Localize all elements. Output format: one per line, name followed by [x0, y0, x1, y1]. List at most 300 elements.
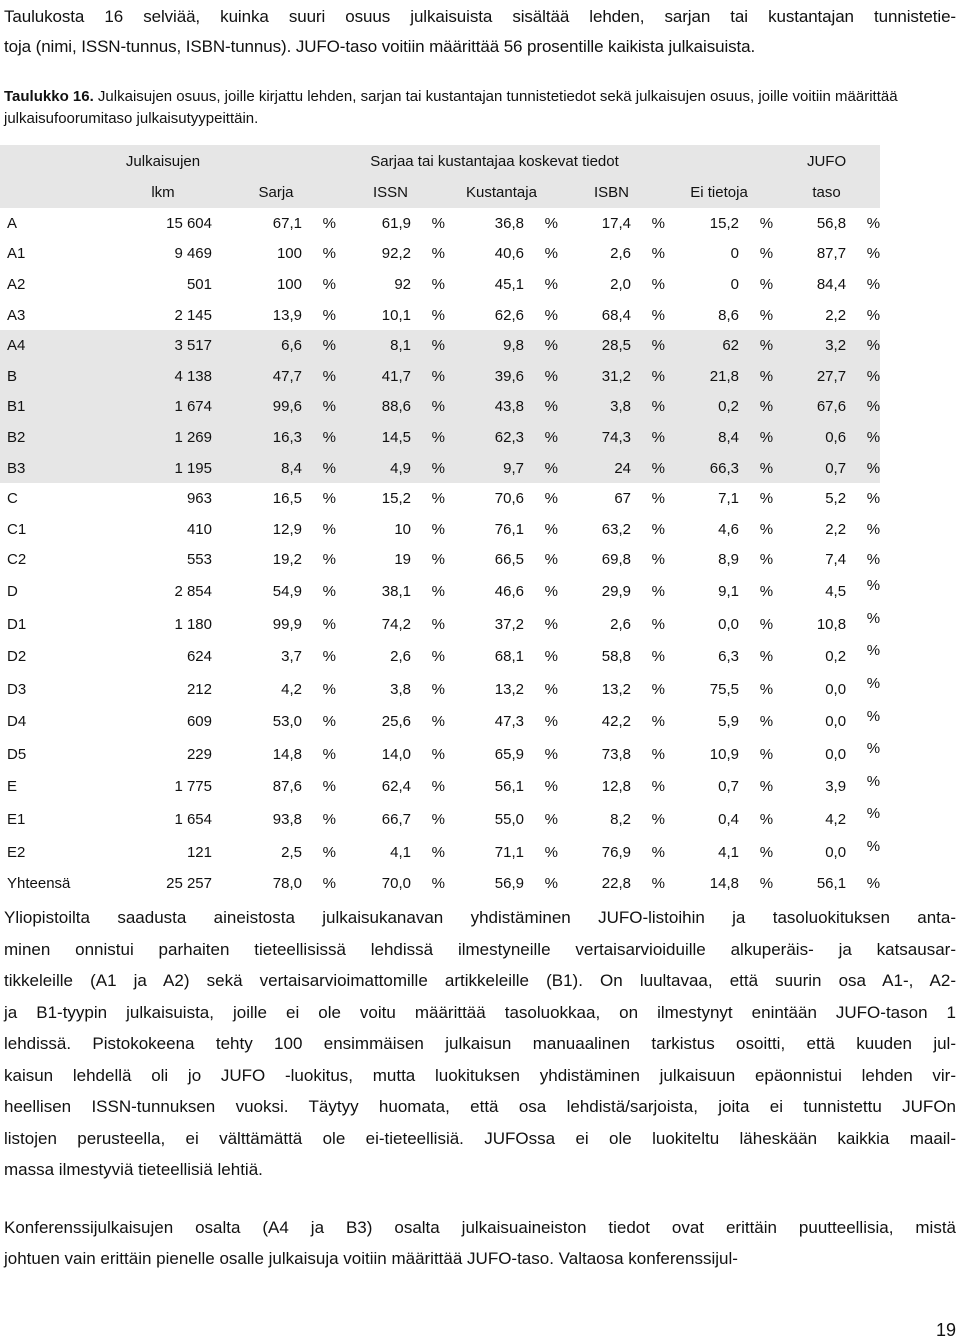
- cell-sarja-unit: %: [306, 330, 336, 361]
- cell-issn: 19: [394, 551, 411, 569]
- cell-isbn-unit: %: [651, 551, 665, 569]
- cell-sarja-unit: %: [322, 745, 336, 763]
- cell-issn-unit: %: [415, 392, 445, 423]
- cell-issn-unit: %: [415, 330, 445, 361]
- cell-isbn: 63,2: [601, 520, 631, 538]
- cell-isbn: 2,0: [610, 275, 631, 293]
- table-caption: [4, 86, 956, 130]
- row-type: E1: [7, 811, 26, 829]
- cell-kust: 45,1: [494, 275, 524, 293]
- cell-jufo-unit: %: [866, 245, 881, 263]
- header-taso: taso: [773, 177, 880, 208]
- cell-sarja-unit: %: [322, 648, 336, 666]
- cell-kust-unit: %: [528, 453, 558, 484]
- cell-jufo-unit: %: [850, 392, 880, 423]
- row-lkm: 1 180: [174, 615, 212, 633]
- cell-kust: 40,6: [494, 245, 524, 263]
- row-type: D4: [7, 713, 27, 731]
- intro-line-2: toja (nimi, ISSN-tunnus, ISBN-tunnus). JUFO-taso voitiin määrittää 56 prosentille kaikista julkaisuista.: [4, 37, 756, 56]
- cell-issn-unit: %: [431, 520, 445, 538]
- row-lkm: 1 654: [174, 811, 212, 829]
- cell-sarja: 12,9: [272, 520, 302, 538]
- cell-sarja: 19,2: [272, 551, 302, 569]
- cell-jufo-unit: %: [866, 551, 881, 569]
- table-row: [0, 422, 880, 453]
- cell-ei: 7,1: [718, 490, 739, 508]
- table-row: [0, 706, 880, 739]
- cell-isbn-unit: %: [651, 745, 665, 763]
- cell-isbn-unit: %: [651, 811, 665, 829]
- cell-sarja-unit: %: [322, 713, 336, 731]
- cell-sarja: 16,5: [272, 490, 302, 508]
- cell-jufo: 0,0: [825, 680, 847, 698]
- cell-ei: 0: [730, 275, 739, 293]
- cell-jufo-unit: %: [866, 772, 881, 790]
- cell-isbn-unit: %: [651, 680, 665, 698]
- text-line: massa ilmestyviä tieteellisiä lehtiä.: [4, 1160, 263, 1179]
- intro-line-1: Taulukosta 16 selviää, kuinka suuri osuus julkaisuista sisältää lehden, sarjan tai kustantajan tunnistetie-: [4, 7, 956, 26]
- cell-ei-unit: %: [743, 330, 773, 361]
- cell-sarja: 47,7: [216, 361, 306, 392]
- cell-sarja: 14,8: [272, 745, 302, 763]
- row-lkm: 25 257: [166, 875, 212, 893]
- cell-sarja: 3,7: [281, 648, 302, 666]
- cell-sarja-unit: %: [322, 778, 336, 796]
- cell-sarja-unit: %: [322, 520, 336, 538]
- cell-sarja-unit: %: [322, 490, 336, 508]
- caption-label: Taulukko 16.: [4, 88, 94, 105]
- table-row: [0, 300, 880, 331]
- cell-kust-unit: %: [544, 275, 558, 293]
- cell-issn: 74,2: [381, 615, 411, 633]
- row-type: B2: [0, 422, 110, 453]
- cell-kust-unit: %: [544, 615, 558, 633]
- cell-kust-unit: %: [544, 306, 558, 324]
- cell-kust: 71,1: [494, 843, 524, 861]
- cell-kust-unit: %: [528, 392, 558, 423]
- header-isbn: ISBN: [558, 177, 665, 208]
- cell-kust: 37,2: [494, 615, 524, 633]
- cell-issn: 2,6: [390, 648, 411, 666]
- row-lkm: 410: [186, 520, 212, 538]
- row-type: B1: [0, 392, 110, 423]
- cell-kust: 46,6: [494, 582, 524, 600]
- cell-isbn: 67: [614, 490, 631, 508]
- row-type: E2: [7, 843, 26, 861]
- cell-jufo-unit: %: [866, 306, 881, 324]
- cell-issn-unit: %: [415, 453, 445, 484]
- cell-isbn: 17,4: [601, 214, 631, 232]
- cell-sarja: 78,0: [272, 875, 302, 893]
- cell-issn: 8,1: [336, 330, 415, 361]
- cell-jufo-unit: %: [866, 275, 881, 293]
- cell-ei: 4,1: [718, 843, 739, 861]
- row-lkm: 963: [186, 490, 212, 508]
- row-lkm: 553: [186, 551, 212, 569]
- cell-issn: 25,6: [381, 713, 411, 731]
- row-lkm: 2 854: [174, 582, 212, 600]
- table-row: [0, 575, 880, 608]
- cell-issn-unit: %: [431, 490, 445, 508]
- cell-isbn-unit: %: [651, 214, 665, 232]
- cell-isbn: 74,3: [558, 422, 635, 453]
- cell-sarja-unit: %: [322, 615, 336, 633]
- cell-kust-unit: %: [544, 582, 558, 600]
- row-lkm: 609: [186, 713, 212, 731]
- cell-sarja-unit: %: [306, 422, 336, 453]
- cell-sarja-unit: %: [306, 361, 336, 392]
- cell-jufo-unit: %: [866, 577, 881, 595]
- cell-kust: 39,6: [445, 361, 528, 392]
- publication-table: [0, 145, 880, 899]
- row-type: D5: [7, 745, 27, 763]
- row-lkm: 3 517: [110, 330, 216, 361]
- cell-issn-unit: %: [431, 778, 445, 796]
- intro-paragraph: [4, 2, 956, 62]
- row-type: Yhteensä: [7, 875, 71, 893]
- cell-isbn-unit: %: [651, 843, 665, 861]
- cell-kust: 65,9: [494, 745, 524, 763]
- cell-isbn-unit: %: [651, 582, 665, 600]
- cell-ei-unit: %: [759, 615, 774, 633]
- cell-kust: 56,9: [494, 875, 524, 893]
- row-lkm: 1 195: [110, 453, 216, 484]
- row-type: B3: [0, 453, 110, 484]
- cell-isbn: 2,6: [610, 245, 631, 263]
- cell-sarja-unit: %: [322, 811, 336, 829]
- cell-ei-unit: %: [743, 361, 773, 392]
- cell-kust-unit: %: [544, 648, 558, 666]
- cell-ei: 15,2: [709, 214, 739, 232]
- cell-isbn: 22,8: [601, 875, 631, 893]
- cell-sarja: 87,6: [272, 778, 302, 796]
- cell-kust-unit: %: [544, 245, 558, 263]
- table-row: [0, 330, 880, 361]
- cell-sarja: 53,0: [272, 713, 302, 731]
- row-type: E: [7, 778, 18, 796]
- cell-isbn-unit: %: [651, 713, 665, 731]
- cell-ei: 21,8: [665, 361, 743, 392]
- cell-isbn-unit: %: [635, 330, 665, 361]
- cell-ei: 8,6: [718, 306, 739, 324]
- cell-sarja-unit: %: [322, 582, 336, 600]
- cell-isbn-unit: %: [635, 361, 665, 392]
- cell-issn: 14,0: [381, 745, 411, 763]
- cell-jufo-unit: %: [866, 490, 881, 508]
- cell-jufo: 0,0: [825, 843, 847, 861]
- cell-jufo-unit: %: [866, 674, 881, 692]
- cell-issn: 3,8: [390, 680, 411, 698]
- cell-issn: 66,7: [381, 811, 411, 829]
- cell-sarja: 13,9: [272, 306, 302, 324]
- cell-ei-unit: %: [759, 648, 774, 666]
- cell-sarja-unit: %: [322, 843, 336, 861]
- row-lkm: 15 604: [166, 214, 212, 232]
- cell-isbn: 58,8: [601, 648, 631, 666]
- row-type: D2: [7, 648, 27, 666]
- cell-kust: 56,1: [494, 778, 524, 796]
- body-paragraph-1: [4, 902, 956, 1186]
- cell-sarja: 2,5: [281, 843, 302, 861]
- table-row: [0, 738, 880, 771]
- row-type: D3: [7, 680, 27, 698]
- cell-ei-unit: %: [759, 680, 774, 698]
- cell-isbn: 31,2: [558, 361, 635, 392]
- cell-ei-unit: %: [759, 745, 774, 763]
- cell-isbn-unit: %: [651, 520, 665, 538]
- cell-jufo: 3,2: [773, 330, 850, 361]
- cell-isbn-unit: %: [635, 453, 665, 484]
- cell-issn: 14,5: [336, 422, 415, 453]
- cell-ei: 0,7: [718, 778, 739, 796]
- cell-kust: 62,3: [445, 422, 528, 453]
- cell-issn-unit: %: [431, 245, 445, 263]
- cell-isbn: 73,8: [601, 745, 631, 763]
- cell-sarja-unit: %: [322, 214, 336, 232]
- cell-jufo-unit: %: [866, 642, 881, 660]
- header-julkaisujen: Julkaisujen: [110, 145, 216, 177]
- row-lkm: 212: [186, 680, 212, 698]
- cell-kust-unit: %: [544, 680, 558, 698]
- cell-kust-unit: %: [544, 214, 558, 232]
- cell-jufo-unit: %: [866, 707, 881, 725]
- text-line: ja B1-tyypin julkaisuista, joille ei ole voitu määrittää tasoluokkaa, on ilmestynyt enintään JUFO-tason 1: [4, 1002, 956, 1022]
- cell-isbn-unit: %: [635, 392, 665, 423]
- cell-kust-unit: %: [544, 520, 558, 538]
- cell-issn: 92,2: [381, 245, 411, 263]
- table-body: [0, 145, 880, 899]
- cell-jufo: 27,7: [773, 361, 850, 392]
- row-type: A1: [7, 245, 26, 263]
- cell-isbn-unit: %: [651, 306, 665, 324]
- cell-isbn-unit: %: [635, 422, 665, 453]
- cell-issn-unit: %: [431, 615, 445, 633]
- row-lkm: 4 138: [110, 361, 216, 392]
- cell-issn-unit: %: [431, 843, 445, 861]
- cell-sarja-unit: %: [306, 392, 336, 423]
- cell-issn-unit: %: [431, 275, 445, 293]
- row-lkm: 1 269: [110, 422, 216, 453]
- cell-sarja: 54,9: [272, 582, 302, 600]
- row-lkm: 624: [186, 648, 212, 666]
- cell-sarja-unit: %: [322, 680, 336, 698]
- row-type: B: [0, 361, 110, 392]
- row-lkm: 1 674: [110, 392, 216, 423]
- row-type: A: [7, 214, 18, 232]
- cell-jufo: 10,8: [816, 615, 847, 633]
- cell-kust: 68,1: [494, 648, 524, 666]
- cell-ei: 10,9: [709, 745, 739, 763]
- cell-jufo: 67,6: [773, 392, 850, 423]
- cell-kust-unit: %: [544, 551, 558, 569]
- cell-isbn: 24: [558, 453, 635, 484]
- text-line: kaisun lehdellä oli jo JUFO -luokitus, mutta luokituksen yhdistäminen julkaisuun epäonnistui lehden vir-: [4, 1065, 956, 1085]
- cell-issn: 70,0: [381, 875, 411, 893]
- cell-sarja-unit: %: [306, 453, 336, 484]
- cell-ei-unit: %: [759, 520, 774, 538]
- cell-issn: 4,1: [390, 843, 411, 861]
- cell-ei: 66,3: [665, 453, 743, 484]
- cell-ei-unit: %: [743, 453, 773, 484]
- text-line: heellisen ISSN-tunnuksen vuoksi. Täytyy huomata, että osa lehdistä/sarjoista, joita ei tunnistettu JUFOn: [4, 1097, 956, 1116]
- row-type: D: [7, 582, 18, 600]
- header-group: Sarjaa tai kustantajaa koskevat tiedot: [216, 145, 773, 177]
- cell-jufo: 5,2: [825, 490, 847, 508]
- cell-issn: 38,1: [381, 582, 411, 600]
- table-row: [0, 771, 880, 804]
- cell-jufo: 87,7: [816, 245, 847, 263]
- cell-kust-unit: %: [544, 713, 558, 731]
- cell-ei-unit: %: [743, 392, 773, 423]
- cell-kust: 62,6: [494, 306, 524, 324]
- data-table-container: [0, 145, 960, 899]
- cell-isbn: 68,4: [601, 306, 631, 324]
- row-type: C1: [7, 520, 27, 538]
- cell-ei: 0: [730, 245, 739, 263]
- table-row: [0, 836, 880, 869]
- cell-isbn-unit: %: [651, 875, 665, 893]
- cell-ei-unit: %: [759, 811, 774, 829]
- cell-ei: 0,2: [665, 392, 743, 423]
- body-text: [4, 902, 956, 1275]
- table-row: [0, 640, 880, 673]
- text-line: listojen perusteella, ei välttämättä ole ei-tieteellisiä. JUFOssa ei ole luokiteltu läheskään kaikkia maail-: [4, 1128, 956, 1148]
- cell-sarja-unit: %: [322, 551, 336, 569]
- cell-isbn: 8,2: [610, 811, 631, 829]
- cell-sarja-unit: %: [322, 245, 336, 263]
- cell-issn-unit: %: [415, 422, 445, 453]
- cell-sarja: 6,6: [216, 330, 306, 361]
- cell-issn-unit: %: [431, 875, 445, 893]
- row-lkm: 2 145: [174, 306, 212, 324]
- row-type: A3: [7, 306, 26, 324]
- cell-sarja: 67,1: [272, 214, 302, 232]
- cell-kust: 47,3: [494, 713, 524, 731]
- cell-sarja: 99,9: [272, 615, 302, 633]
- cell-issn-unit: %: [431, 306, 445, 324]
- header-row-2: [0, 177, 880, 208]
- cell-jufo: 56,8: [816, 214, 847, 232]
- cell-ei: 14,8: [709, 875, 739, 893]
- cell-issn: 10,1: [381, 306, 411, 324]
- cell-ei: 8,9: [718, 551, 739, 569]
- row-lkm: 1 775: [174, 778, 212, 796]
- row-type: C2: [7, 551, 27, 569]
- cell-isbn: 29,9: [601, 582, 631, 600]
- cell-ei: 8,4: [665, 422, 743, 453]
- cell-isbn: 28,5: [558, 330, 635, 361]
- cell-sarja-unit: %: [322, 306, 336, 324]
- text-line: johtuen vain erittäin pienelle osalle julkaisuja voitiin määrittää JUFO-taso. Valtaosa konferenssijul-: [4, 1249, 738, 1268]
- cell-jufo: 0,0: [825, 713, 847, 731]
- cell-isbn: 42,2: [601, 713, 631, 731]
- cell-isbn-unit: %: [651, 615, 665, 633]
- cell-jufo-unit: %: [850, 361, 880, 392]
- header-jufo: JUFO: [773, 145, 880, 177]
- cell-ei: 62: [665, 330, 743, 361]
- cell-kust: 55,0: [494, 811, 524, 829]
- cell-sarja: 100: [276, 245, 302, 263]
- table-row: [0, 208, 880, 239]
- cell-kust: 66,5: [494, 551, 524, 569]
- table-row: [0, 803, 880, 836]
- cell-kust: 9,7: [445, 453, 528, 484]
- cell-isbn: 3,8: [558, 392, 635, 423]
- cell-isbn-unit: %: [651, 245, 665, 263]
- cell-jufo: 0,0: [825, 745, 847, 763]
- cell-ei-unit: %: [759, 582, 774, 600]
- cell-ei-unit: %: [759, 275, 774, 293]
- table-total-row: [0, 868, 880, 899]
- cell-jufo-unit: %: [850, 330, 880, 361]
- cell-isbn-unit: %: [651, 275, 665, 293]
- table-row: [0, 483, 880, 514]
- caption-text: Julkaisujen osuus, joille kirjattu lehden, sarjan tai kustantajan tunnistetiedot sekä julkaisujen osuus, joille voitiin määrittää julkaisufoorumitaso julkaisutyypeittäin.: [4, 88, 898, 127]
- cell-isbn-unit: %: [651, 778, 665, 796]
- cell-issn-unit: %: [415, 361, 445, 392]
- cell-sarja-unit: %: [322, 275, 336, 293]
- table-row: [0, 269, 880, 300]
- cell-isbn: 2,6: [610, 615, 631, 633]
- cell-jufo-unit: %: [866, 740, 881, 758]
- cell-ei-unit: %: [759, 245, 774, 263]
- cell-ei-unit: %: [759, 713, 774, 731]
- cell-sarja: 16,3: [216, 422, 306, 453]
- cell-kust-unit: %: [544, 778, 558, 796]
- row-lkm: 229: [186, 745, 212, 763]
- cell-isbn: 13,2: [601, 680, 631, 698]
- cell-isbn: 12,8: [601, 778, 631, 796]
- cell-jufo-unit: %: [866, 609, 881, 627]
- cell-kust-unit: %: [544, 843, 558, 861]
- cell-ei-unit: %: [743, 422, 773, 453]
- row-type: A4: [0, 330, 110, 361]
- table-row: [0, 673, 880, 706]
- row-lkm: 501: [186, 275, 212, 293]
- cell-jufo: 0,6: [773, 422, 850, 453]
- cell-ei: 9,1: [718, 582, 739, 600]
- cell-jufo-unit: %: [866, 214, 881, 232]
- cell-issn: 4,9: [336, 453, 415, 484]
- cell-kust: 70,6: [494, 490, 524, 508]
- header-issn: ISSN: [336, 177, 445, 208]
- text-line: minen onnistui parhaiten tieteellisissä lehdissä ilmestyneille vertaisarvioiduille alkuperäis- ja katsausar-: [4, 939, 956, 959]
- cell-kust: 36,8: [494, 214, 524, 232]
- cell-kust-unit: %: [528, 422, 558, 453]
- cell-issn: 10: [394, 520, 411, 538]
- cell-issn-unit: %: [431, 582, 445, 600]
- cell-isbn-unit: %: [651, 648, 665, 666]
- cell-ei-unit: %: [759, 778, 774, 796]
- cell-ei: 0,4: [718, 811, 739, 829]
- cell-jufo-unit: %: [866, 875, 881, 893]
- cell-kust: 76,1: [494, 520, 524, 538]
- cell-issn-unit: %: [431, 648, 445, 666]
- cell-kust: 43,8: [445, 392, 528, 423]
- cell-jufo-unit: %: [850, 422, 880, 453]
- header-ei-tietoja: Ei tietoja: [665, 177, 773, 208]
- cell-ei-unit: %: [759, 490, 774, 508]
- cell-isbn: 76,9: [601, 843, 631, 861]
- cell-issn: 61,9: [381, 214, 411, 232]
- cell-jufo: 2,2: [825, 306, 847, 324]
- cell-kust: 9,8: [445, 330, 528, 361]
- table-row: [0, 514, 880, 545]
- cell-kust-unit: %: [528, 361, 558, 392]
- cell-ei-unit: %: [759, 843, 774, 861]
- text-line: Yliopistoilta saadusta aineistosta julkaisukanavan yhdistäminen JUFO-listoihin ja tasoluokituksen anta-: [4, 908, 956, 927]
- cell-issn-unit: %: [431, 745, 445, 763]
